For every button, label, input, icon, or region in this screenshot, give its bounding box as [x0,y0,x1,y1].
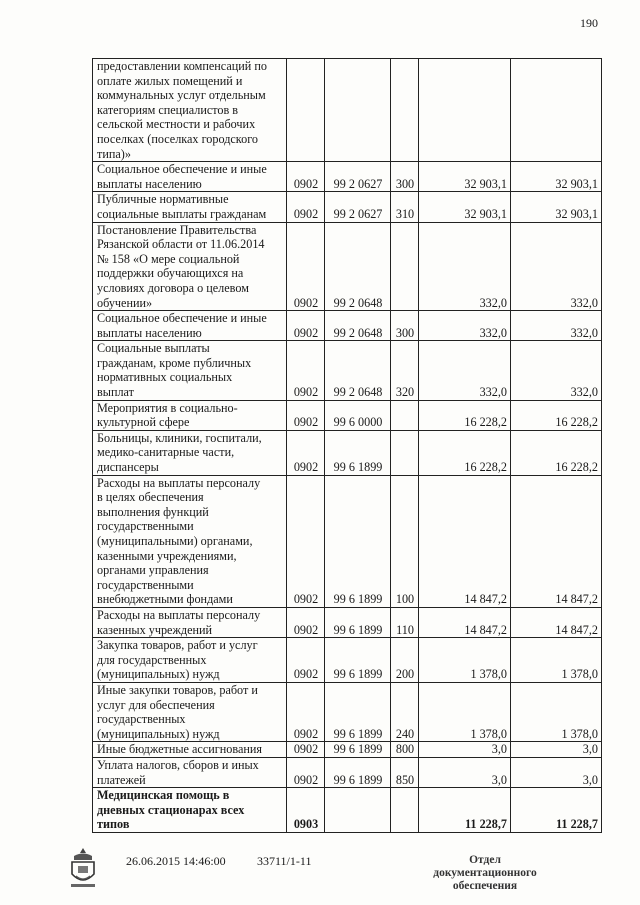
cell-amount-2: 14 847,2 [511,475,602,607]
row-label: Иные бюджетные ассигнования [97,742,263,757]
cell-amount: 14 847,2 [419,607,511,637]
cell-amount: 1 378,0 [419,682,511,741]
cell-name [93,430,287,475]
cell-target-article: 99 6 1899 [325,607,391,637]
cell-section-code: 0902 [287,341,325,400]
table-row [93,475,602,607]
row-label: Иные закупки товаров, работ и услуг для обеспечения государственных (муниципальных) нужд [97,682,258,741]
cell-amount: 1 378,0 [419,638,511,683]
table-row [93,59,602,162]
cell-section-code: 0902 [287,162,325,192]
cell-name [93,59,287,162]
cell-name [93,607,287,637]
cell-name [93,757,287,787]
cell-expense-type: 100 [391,475,419,607]
cell-section-code: 0902 [287,475,325,607]
cell-section-code: 0902 [287,192,325,222]
footer-doc-code: 33711/1-11 [257,854,312,868]
cell-name [93,788,287,833]
table-row [93,192,602,222]
row-label: Расходы на выплаты персоналу казенных учреждений [97,607,261,637]
cell-amount-2 [511,59,602,162]
cell-target-article [325,59,391,162]
cell-section-code: 0902 [287,430,325,475]
cell-section-code: 0902 [287,400,325,430]
cell-section-code: 0902 [287,311,325,341]
footer-department [420,854,550,893]
cell-target-article [325,788,391,833]
cell-amount: 14 847,2 [419,475,511,607]
cell-amount-2: 32 903,1 [511,162,602,192]
row-label: Социальное обеспечение и иные выплаты населению [97,311,267,340]
table-row [93,222,602,311]
cell-amount-2: 16 228,2 [511,400,602,430]
cell-expense-type [391,222,419,311]
cell-target-article: 99 6 0000 [325,400,391,430]
table-row [93,788,602,833]
table-row [93,742,602,758]
row-label: Социальное обеспечение и иные выплаты населению [97,162,267,191]
cell-amount: 332,0 [419,222,511,311]
cell-amount: 16 228,2 [419,400,511,430]
cell-name [93,475,287,607]
cell-target-article: 99 6 1899 [325,638,391,683]
cell-amount: 332,0 [419,311,511,341]
cell-expense-type: 240 [391,682,419,741]
footer-date: 26.06.2015 14:46:00 [126,854,226,868]
cell-amount-2: 332,0 [511,222,602,311]
row-label: Публичные нормативные социальные выплаты гражданам [97,192,267,221]
cell-section-code: 0902 [287,222,325,311]
cell-name [93,162,287,192]
cell-expense-type: 850 [391,757,419,787]
cell-target-article: 99 6 1899 [325,757,391,787]
cell-name [93,222,287,311]
footer-department-line2: обеспечения [452,880,518,892]
cell-expense-type [391,788,419,833]
cell-name [93,341,287,400]
cell-expense-type: 110 [391,607,419,637]
page-number: 190 [580,16,598,30]
cell-amount-2: 332,0 [511,341,602,400]
cell-name [93,400,287,430]
cell-section-code: 0902 [287,607,325,637]
table-row [93,311,602,341]
cell-name [93,742,287,758]
row-label: Расходы на выплаты персоналу в целях обеспечения выполнения функций государственными (муниципальными) органами, казенными учреждениями, органами управления государственными внебюджетными фондами [97,475,261,607]
cell-section-code [287,59,325,162]
cell-name [93,682,287,741]
cell-expense-type [391,400,419,430]
cell-target-article: 99 6 1899 [325,682,391,741]
cell-section-code: 0902 [287,682,325,741]
cell-expense-type: 320 [391,341,419,400]
cell-amount [419,59,511,162]
cell-amount-2: 16 228,2 [511,430,602,475]
cell-expense-type [391,430,419,475]
cell-section-code: 0902 [287,742,325,758]
row-label: Постановление Правительства Рязанской области от 11.06.2014 № 158 «О мере социальной поддержки обучающихся на условиях договора о целевом обучении» [97,222,265,310]
cell-amount: 332,0 [419,341,511,400]
cell-target-article: 99 2 0627 [325,192,391,222]
cell-name [93,638,287,683]
cell-section-code: 0902 [287,757,325,787]
cell-section-code: 0903 [287,788,325,833]
cell-amount-2: 1 378,0 [511,682,602,741]
cell-target-article: 99 6 1899 [325,430,391,475]
cell-expense-type [391,59,419,162]
cell-expense-type: 300 [391,311,419,341]
cell-section-code: 0902 [287,638,325,683]
cell-name [93,192,287,222]
cell-amount: 11 228,7 [419,788,511,833]
table-row [93,638,602,683]
row-label: Медицинская помощь в дневных стационарах всех типов [97,788,245,832]
table-row [93,607,602,637]
cell-target-article: 99 2 0648 [325,341,391,400]
row-label: Больницы, клиники, госпитали, медико-санитарные части, диспансеры [97,430,262,475]
cell-amount-2: 32 903,1 [511,192,602,222]
cell-target-article: 99 6 1899 [325,742,391,758]
table-row [93,430,602,475]
cell-target-article: 99 2 0648 [325,222,391,311]
cell-expense-type: 310 [391,192,419,222]
footer-department-line1: Отдел документационного [433,854,537,879]
cell-expense-type: 300 [391,162,419,192]
row-label: Мероприятия в социально- культурной сфере [97,400,238,430]
cell-amount-2: 11 228,7 [511,788,602,833]
cell-amount: 3,0 [419,742,511,758]
row-label: Социальные выплаты гражданам, кроме публичных нормативных социальных выплат [97,341,252,400]
cell-expense-type: 200 [391,638,419,683]
cell-target-article: 99 2 0648 [325,311,391,341]
cell-amount-2: 332,0 [511,311,602,341]
cell-target-article: 99 2 0627 [325,162,391,192]
cell-expense-type: 800 [391,742,419,758]
table-row [93,341,602,400]
table-row [93,162,602,192]
cell-amount: 3,0 [419,757,511,787]
cell-amount-2: 3,0 [511,742,602,758]
budget-table [92,58,602,833]
cell-amount: 32 903,1 [419,192,511,222]
table-row [93,400,602,430]
cell-amount: 16 228,2 [419,430,511,475]
cell-amount: 32 903,1 [419,162,511,192]
cell-amount-2: 3,0 [511,757,602,787]
table-row [93,682,602,741]
row-label: Уплата налогов, сборов и иных платежей [97,757,259,787]
row-label: Закупка товаров, работ и услуг для государственных (муниципальных) нужд [97,638,258,682]
coat-of-arms-icon [68,846,98,890]
table-row [93,757,602,787]
row-label: предоставлении компенсаций по оплате жилых помещений и коммунальных услуг отдельным категориям специалистов в сельской местности и рабочих поселках (поселках городского типа)» [97,59,267,161]
cell-target-article: 99 6 1899 [325,475,391,607]
cell-amount-2: 14 847,2 [511,607,602,637]
cell-name [93,311,287,341]
cell-amount-2: 1 378,0 [511,638,602,683]
